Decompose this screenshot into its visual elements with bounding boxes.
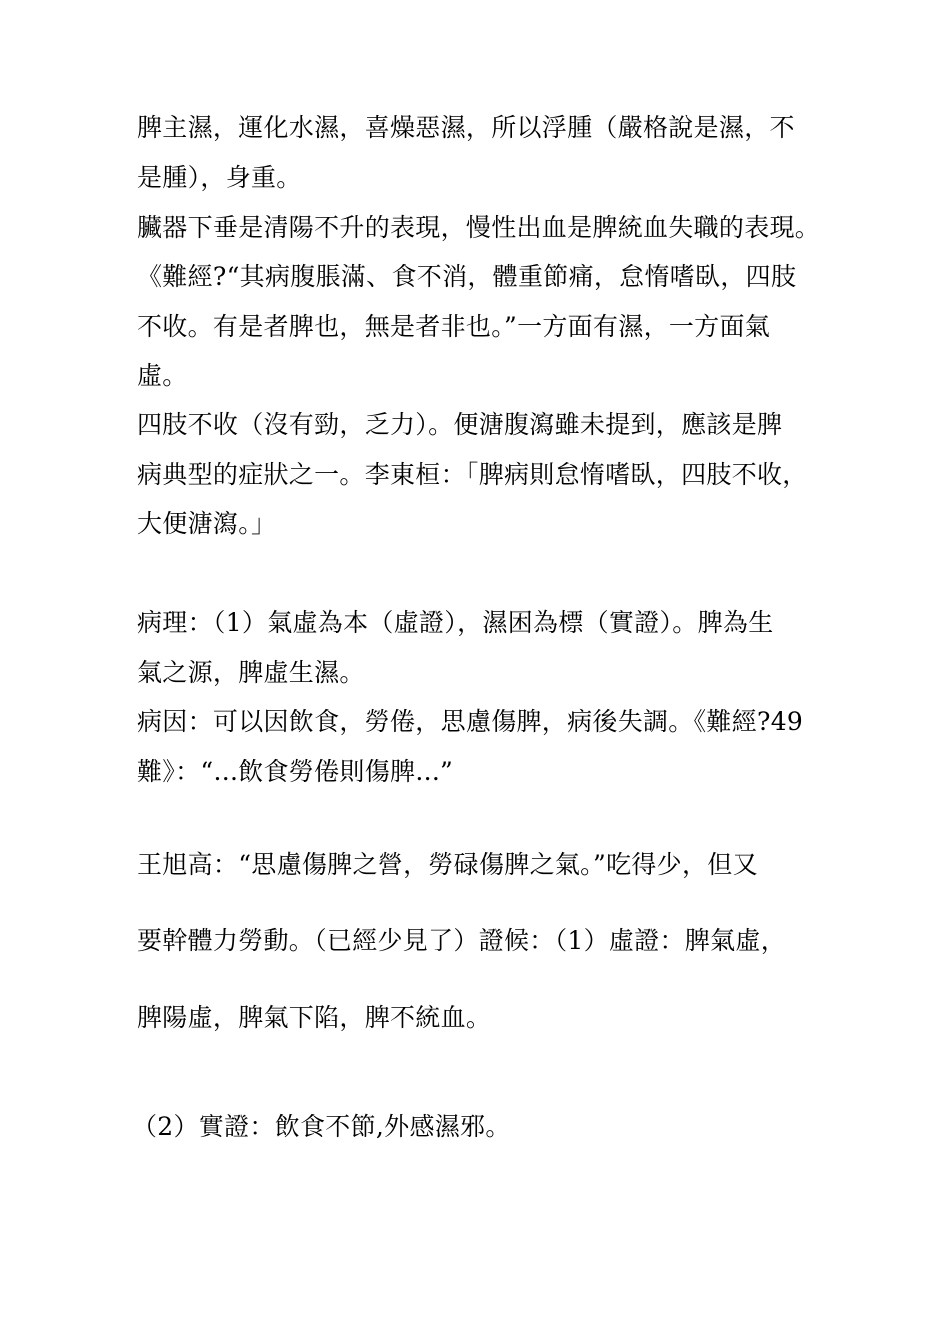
- text-line: 臟器下垂是清陽不升的表現，慢性出血是脾統血失職的表現。: [137, 213, 821, 242]
- text-line: 要幹體力勞動。（已經少見了）證候：（1）虛證：脾氣虛，: [137, 926, 787, 955]
- text-line: 病典型的症狀之一。李東桓：「脾病則怠惰嗜臥，四肢不收，: [137, 460, 808, 489]
- text-line: 虛。: [137, 361, 188, 390]
- text-line: 王旭高：“思慮傷脾之營，勞碌傷脾之氣。”吃得少，但又: [137, 850, 758, 879]
- text-line: （2）實證：飲食不節,外感濕邪。: [132, 1112, 511, 1141]
- text-line: 氣之源，脾虛生濕。: [137, 658, 365, 687]
- text-line: 病理：（1）氣虛為本（虛證），濕困為標（實證）。脾為生: [137, 608, 774, 637]
- text-line: 《難經?“其病腹脹滿、食不消，體重節痛，怠惰嗜臥，四肢: [137, 262, 797, 291]
- text-line: 不收。有是者脾也，無是者非也。”一方面有濕，一方面氣: [137, 312, 771, 341]
- text-line: 四肢不收（沒有勁，乏力）。便溏腹瀉雖未提到，應該是脾: [137, 410, 783, 439]
- text-line: 難》：“...飲食勞倦則傷脾...”: [137, 757, 454, 786]
- text-line: 病因：可以因飲食，勞倦，思慮傷脾，病後失調。《難經?49: [137, 707, 804, 736]
- text-line: 脾主濕，運化水濕，喜燥惡濕，所以浮腫（嚴格說是濕，不: [137, 113, 795, 142]
- text-line: 脾陽虛，脾氣下陷，脾不統血。: [137, 1003, 492, 1032]
- text-line: 大便溏瀉。」: [137, 509, 277, 538]
- text-line: 是腫），身重。: [137, 163, 302, 192]
